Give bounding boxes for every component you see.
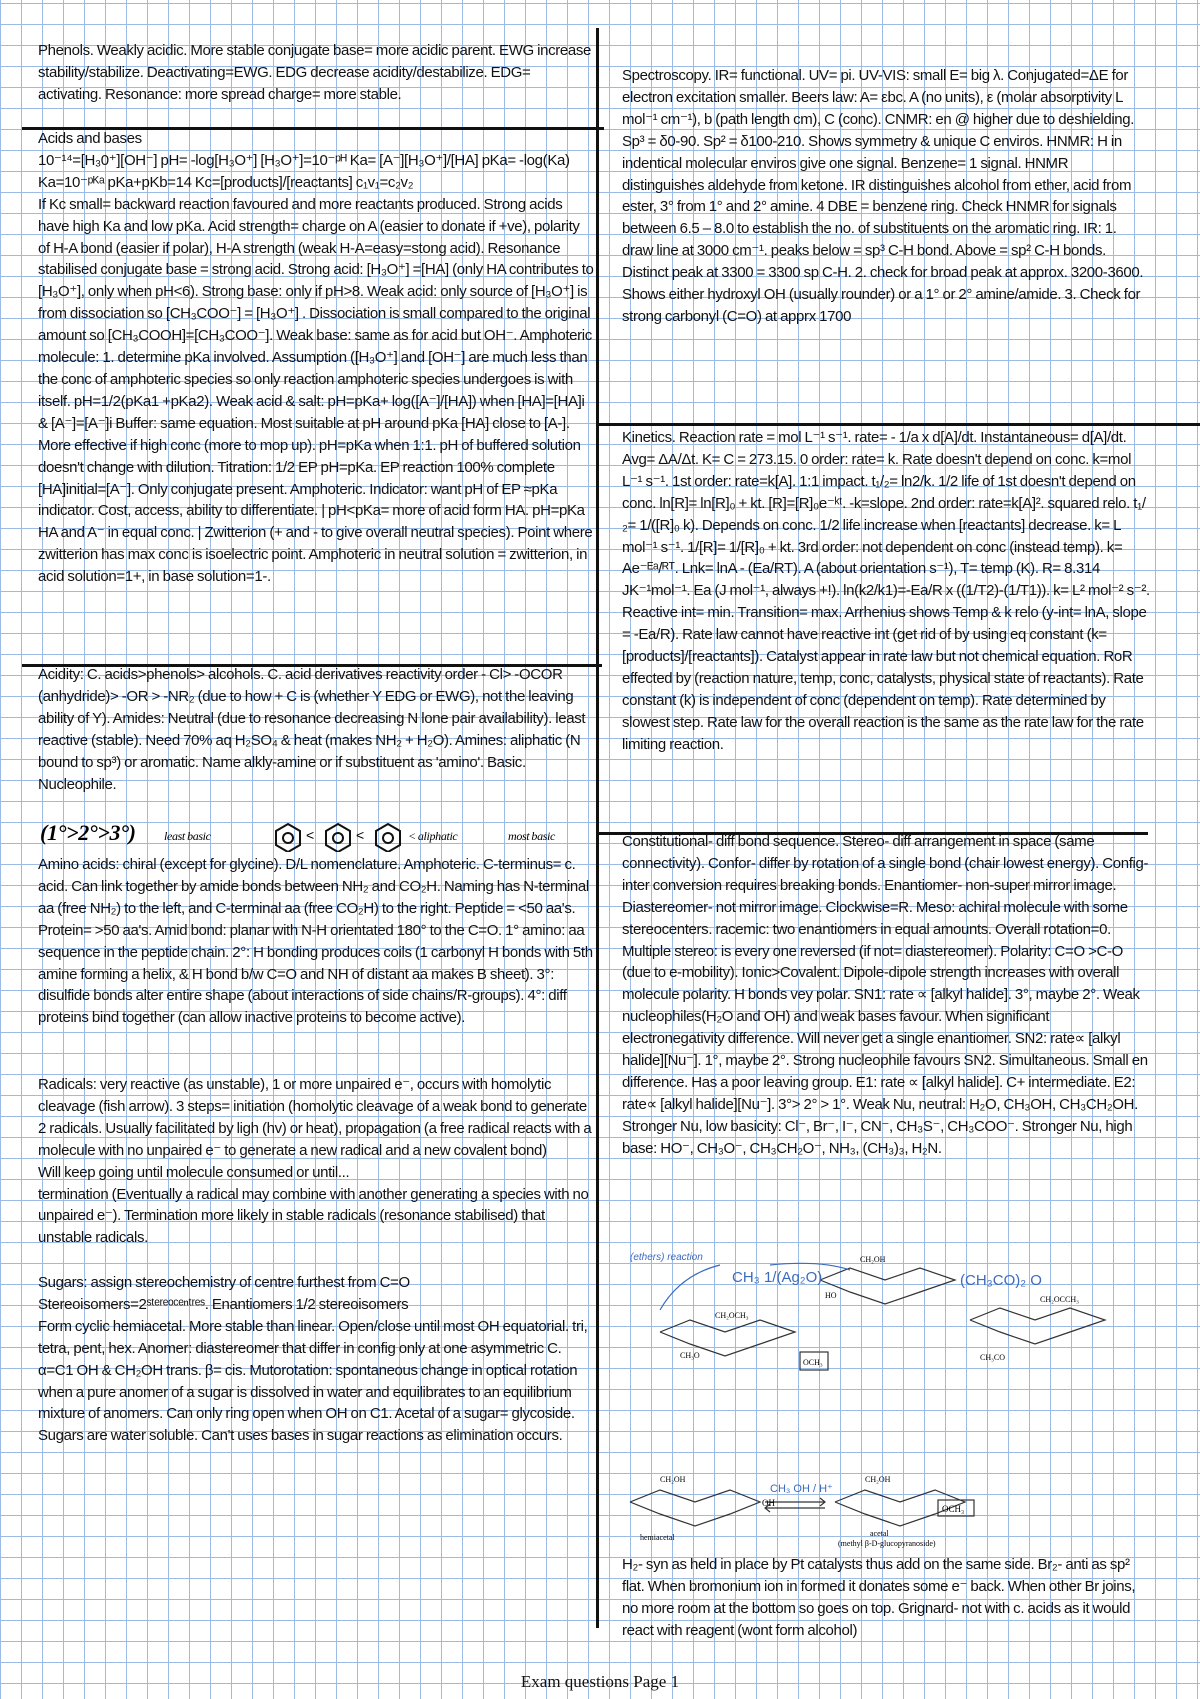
sugars-body: Form cyclic hemiacetal. More stable than linear. Open/close until most OH equatorial. tri, tetra, pent, hex. Anomer: diastereomer that differ in config only at one asymmetric C. α=C1 OH & CH₂OH trans. β= cis. Mutorotation: spontaneous change in optical rotation when a pure anomer of a sugar is dissolved in water and equilibrates to an equilibrium mixture of anomers. Can only ring open when OH on C1. Acetal of a sugar= glycoside. Sugars are water soluble. Can't uses bases in sugar reactions as elimination occurs. <box>38 1317 588 1445</box>
hemiacetal-label: hemiacetal <box>640 1533 675 1542</box>
svg-text:CH₂OCH₃: CH₂OCH₃ <box>715 1311 749 1320</box>
acids-heading: Acids and bases <box>38 130 142 147</box>
svg-text:<: < <box>306 827 314 843</box>
acids-body: If Kc small= backward reaction favoured and more reactants produced. Strong acids have high Ka and low pKa. Acid strength= charge on A (easier to donate if +ve), polarity of H-A bond (easier if polar), H-A strength (weak H-A=easy=stong acid). Resonance stabilised conjugate base = strong acid. Strong acid: [H₃O⁺] =[HA] (only HA contributes to [H₃O⁺], only when pH<6). Strong base: only if pH>8. Weak acid: only source of [H₃O⁺] is from dissociation so [CH₃COO⁻] = [H₃O⁺] . Dissociation is small compared to the original amount so [CH₃COOH]=[CH₃COO⁻]. Weak base: same as for acid but OH⁻. Amphoteric molecule: 1. determine pKa involved. Assumption ([H₃O⁺] and [OH⁻] are much less than the conc of amphoteric species so only reaction amphoteric species undergoes is with itself. pH=1/2(pKa1 +pKa2). Weak acid & salt: pH=pKa+ log([A⁻]/[HA]) when [HA]=[HA]i & [A⁻]=[A⁻]i Buffer: same equation. Most suitable at pH around pKa [HA] close to [A-]. More effective if high conc (more to mop up). pH=pKa when 1:1. pH of buffered solution doesn't change with dilution. Titration: 1/2 EP pH=pKa. EP reaction 100% complete [HA]initial=[A⁻]. Only conjugate present. Amphoteric. Indicator: want pH of EP ≈pKa indicator. Cost, access, ability to differentiate. | pH<pKa= more of acid form HA. pH=pKa HA and A⁻ in equal conc. | Zwitterion (+ and - to give overall neutral species). Point where zwitterion has max conc is isoelectric point. Amphoteric in neutral solution = zwitterion, in acid solution=1+, in base solution=1-. <box>38 195 594 586</box>
right-column <box>622 65 1150 1205</box>
svg-text:HO: HO <box>825 1291 837 1300</box>
svg-text:OH: OH <box>762 1498 775 1508</box>
alkene-additions-section <box>622 1554 1152 1658</box>
svg-text:(ethers) reaction: (ethers) reaction <box>630 1252 703 1263</box>
radicals-intro: Radicals: very reactive (as unstable), 1 or more unpaired e⁻, occurs with homolytic cleavage (fish arrow). 3 steps= initiation (homolytic cleavage of a weak bond to generate 2 radicals. Usually facilitated by ligh (hv) or heat), propagation (a free radical reacts with a molecule with no unpaired e⁻ to generate a new radical and a new covalent bond) <box>38 1076 592 1159</box>
stereo-paragraph: Constitutional- diff bond sequence. Stereo- diff arrangement in space (same connectivity). Confor- differ by rotation of a single bond (chair lowest energy). Config- inter conversion requires breaking bonds. Enantiomer- non-super mirror image. Diastereomer- not mirror image. Clockwise=R. Meso: achiral molecule with some stereocenters. racemic: two enantiomers in equal amounts. Overall rotation=0. Multiple stereo: is every one reversed (if not= diastereomer). Polarity: C=O >C-O (due to e-mobility). Ionic>Covalent. Dipole-dipole strength increases with overall molecule polarity. H bonds vey polar. SN1: rate ∝ [alkyl halide]. 3°, maybe 2°. Weak nucleophiles(H₂O and OH) and weak bases favour. When significant electronegativity difference. Will never get a single enantiomer. SN2: rate∝ [alkyl halide][Nu⁻]. 1°, maybe 2°. Strong nucleophile favours SN2. Simultaneous. Small en difference. Has a poor leaving group. E1: rate ∝ [alkyl halide]. C+ intermediate. E2: rate∝ [alkyl halide][Nu⁻]. 3°> 2° > 1°. Weak Nu, neutral: H₂O, CH₃OH, CH₃CH₂OH. Stronger Nu, low basicity: Cl⁻, Br⁻, I⁻, CN⁻, CH₃S⁻, CH₃COO⁻. Stronger Nu, high base: HO⁻, CH₃O⁻, CH₃CH₂O⁻, NH₃, (CH₃)₃, H₂N. <box>622 833 1149 1157</box>
spectroscopy-paragraph: Spectroscopy. IR= functional. UV= pi. UV-VIS: small E= big λ. Conjugated=ΔE for electron excitation smaller. Beers law: A= εbc. A (no units), ε (molar absorptivity L mol⁻¹ cm⁻¹), b (path length cm), C (conc). CNMR: en @ higher due to deshielding. Sp³ = δ0-90. Sp² = δ100-210. Shows symmetry & unique C enviros. HNMR: H in indentical molecular enviros give one signal. Benzene= 1 signal. HNMR distinguishes aldehyde from ketone. IR distinguishes alcohol from ether, acid from ester, 3° from 1° and 2° amine. 4 DBE = benzene ring. Check HNMR for signals between 6.5 – 8.0 to establish the no. of substituents on the aromatic ring. IR: 1. draw line at 3000 cm⁻¹. peaks below = sp³ C-H bond. Above = sp² C-H bonds. Distinct peak at 3300 = 3300 sp C-H. 2. check for broad peak at approx. 3200-3600. Shows either hydroxyl OH (usually rounder) or a 1° or 2° amine/amide. 3. Check for strong carbonyl (C=O) at apprx 1700 <box>622 67 1144 325</box>
svg-text:CH₂OCCH₃: CH₂OCCH₃ <box>1040 1295 1079 1304</box>
sugars-stereoisomers: Stereoisomers=2ˢᵗᵉʳᵉᵒᶜᵉⁿᵗʳᵉˢ. Enantiomers 1/2 stereoisomers <box>38 1295 409 1313</box>
svg-text:CH₂OH: CH₂OH <box>865 1475 891 1484</box>
acetal-label: acetal <box>870 1529 889 1538</box>
amine-basicity-drawing <box>38 810 594 852</box>
methylation-note: CH₃ 1/(Ag₂O) <box>732 1269 823 1286</box>
page-footer: Exam questions Page 1 <box>520 1672 680 1691</box>
svg-text:most basic: most basic <box>508 829 556 843</box>
svg-text:< aliphatic: < aliphatic <box>408 829 458 843</box>
left-column <box>38 40 594 1492</box>
radicals-section <box>38 1074 594 1272</box>
radicals-continue: Will keep going until molecule consumed or until... <box>38 1163 350 1181</box>
acids-formulas: 10⁻¹⁴=[H₃0⁺][OH⁻] pH= -log[H₃O⁺] [H₃O⁺]=10⁻ᵖᴴ Ka= [A⁻][H₃O⁺]/[HA] pKa= -log(Ka) Ka=10⁻ᵖᴷᵃ pKa+pKb=14 Kc=[products]/[reactants] c₁v₁=c₂v₂ <box>38 151 570 191</box>
acetylation-reagent: (CH₃CO)₂ O <box>960 1272 1042 1289</box>
svg-text:OCH₃: OCH₃ <box>942 1504 965 1514</box>
benzene-ring-icon <box>326 824 350 852</box>
amine-basicity-sketch <box>38 810 594 852</box>
sugar-methylation-acetylation-figure <box>620 1240 1180 1380</box>
svg-text:CH₂OH: CH₂OH <box>660 1475 686 1484</box>
svg-text:CH₃O: CH₃O <box>680 1351 700 1360</box>
svg-text:<: < <box>356 827 364 843</box>
svg-text:OCH₃: OCH₃ <box>803 1358 823 1367</box>
glycoside-formation-figure <box>620 1462 1000 1548</box>
sugars-intro: Sugars: assign stereochemistry of centre furthest from C=O <box>38 1274 410 1291</box>
radicals-termination: termination (Eventually a radical may combine with another generating a species with no unpaired e⁻). Termination more likely in stable radicals (resonance stabilised) that unstable radicals. <box>38 1185 589 1247</box>
kinetics-paragraph: Kinetics. Reaction rate = mol L⁻¹ s⁻¹. rate= - 1/a x d[A]/dt. Instantaneous= d[A]/dt. Avg= ΔA/Δt. K= C = 273.15. 0 order: rate= k. Rate doesn't depend on conc. k=mol L⁻¹ s⁻¹. 1st order: rate=k[A]. 1:1 impact. t₁/₂= ln2/k. 1/2 life of 1st doesn't depend on conc. ln[R]= ln[R]₀ + kt. [R]=[R]₀e⁻ᵏᵗ. -k=slope. 2nd order: rate=k[A]². squared relo. t₁/₂= 1/([R]₀ k). Depends on conc. 1/2 life increase when [reactants] decrease. k= L mol⁻¹ s⁻¹. 1/[R]= 1/[R]₀ + kt. 3rd order: not dependent on conc (instead temp). k= Ae⁻ᴱᵃ/ᴿᵀ. Lnk= lnA - (Ea/RT). A (about orientation s⁻¹), T= temp (K). R= 8.314 JK⁻¹mol⁻¹. Ea (J mol⁻¹, always +!). ln(k2/k1)=-Ea/R x ((1/T2)-(1/T1)). k= L² mol⁻² s⁻². Reactive int= min. Transition= max. Arrhenius shows Temp & k relo (y-int= lnA, slope = -Ea/R). Rate law cannot have reactive int (get rid of by using eq constant (k=[products]/[reactants]). Catalyst appear in rate law but not chemical equation. RoR effected by (reaction nature, temp, conc, catalysts, physical state of reactants). Rate constant (k) is independent of conc (dependent on temp). Rate determined by slowest step. Rate law for the overall reaction is the same as the rate law for the rate limiting reaction. <box>622 429 1150 753</box>
amino-acids-paragraph: Amino acids: chiral (except for glycine). D/L nomenclature. Amphoteric. C-terminus= c. acid. Can link together by amide bonds between NH₂ and CO₂H. Naming has N-terminal aa (free NH₂) to the left, and C-terminal aa (free CO₂H) to the right. Peptide = <50 aa's. Protein= >50 aa's. Amid bond: planar with N-H orientated 180° to the C=O. 1° amino: aa sequence in the peptide chain. 2°: H bonding produces coils (1 carbonyl H bonds with 5th amine forming a helix, & H bond b/w C=O and NH of distant aa makes B sheet). 3°: disulfide bonds alter entire shape (about interactions of side chains/R-groups). 4°: diff proteins bind together (can allow inactive proteins to become active). <box>38 856 593 1027</box>
svg-text:least basic: least basic <box>164 829 211 843</box>
phenols-paragraph: Phenols. Weakly acidic. More stable conjugate base= more acidic parent. EWG increase stability/stabilize. Deactivating=EWG. EDG decrease acidity/destabilize. EDG= activating. Resonance: more spread charge= more stable. <box>38 42 592 103</box>
acids-bases-section <box>38 128 594 648</box>
alkene-additions-paragraph: H₂- syn as held in place by Pt catalysts thus add on the same side. Br₂- anti as sp² flat. When bromonium ion in formed it donates some e⁻ back. When other Br joins, no more room at the bottom so goes on top. Grignard- not with c. acids as it would react with reagent (wont form alcohol) <box>622 1556 1136 1639</box>
glucopyranoside-label: (methyl β-D-glucopyranoside) <box>838 1539 936 1548</box>
sugars-section <box>38 1272 594 1492</box>
benzene-ring-icon <box>276 824 300 852</box>
svg-text:(1°>2°>3°): (1°>2°>3°) <box>40 820 136 845</box>
acetal-conditions: CH₃ OH / H⁺ <box>770 1483 833 1495</box>
benzene-ring-icon <box>376 824 400 852</box>
acidity-paragraph: Acidity: C. acids>phenols> alcohols. C. acid derivatives reactivity order - Cl> -OCOR (anhydride)> -OR > -NR₂ (due to how + C is (whether Y EDG or EWG), not the leaving ability of Y). Amides: Neutral (due to resonance decreasing N lone pair availability). least reactive (stable). Need 70% aq H₂SO₄ & heat (makes NH₂ + H₂O). Amines: aliphatic (N bound to sp³) or aromatic. Name alkly-amine or if substituent as 'amino'. Basic. Nucleophile. <box>38 666 586 793</box>
svg-text:CH₃CO: CH₃CO <box>980 1353 1006 1362</box>
svg-text:CH₂OH: CH₂OH <box>860 1255 886 1264</box>
column-divider <box>596 28 599 1628</box>
